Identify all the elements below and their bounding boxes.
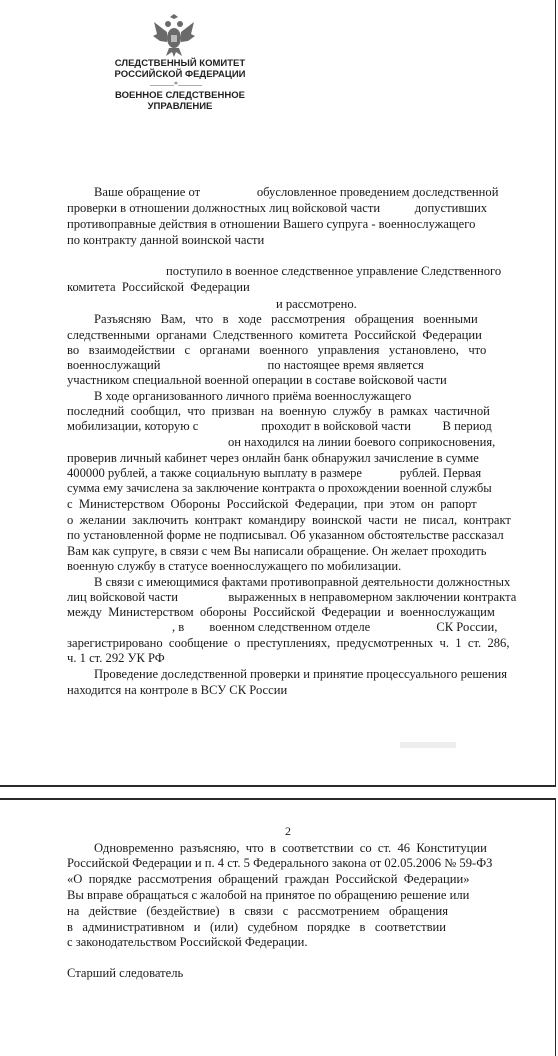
dept-line-1: ВОЕННОЕ СЛЕДСТВЕННОЕ [115, 90, 245, 101]
body-line: по установленной форме не подписывал. Об указанном обстоятельстве рассказал [67, 528, 504, 542]
body-line: находится на контроле в ВСУ СК России [67, 683, 288, 697]
body-line: В ходе организованного личного приёма военнослужащего [94, 389, 412, 403]
body-line: по контракту данной воинской части [67, 233, 265, 247]
body-line: между Министерством обороны Российской Федерации и военнослужащим [67, 605, 495, 619]
body-line: с законодательством Российской Федерации. [67, 935, 308, 949]
body-line: в административном и (или) судебном порядке в соответствии [67, 920, 447, 934]
body-line: сумма ему зачислена за заключение контракта о прохождении военной службы [67, 481, 492, 495]
org-line-2: РОССИЙСКОЙ ФЕДЕРАЦИИ [114, 69, 246, 80]
signature-title: Старший следователь [67, 966, 184, 980]
body-line: зарегистрировано сообщение о преступлениях, предусмотренных ч. 1 ст. 286, [67, 636, 510, 650]
body-line: мобилизации, которую с проходит в войсковой части В период [67, 419, 492, 433]
body-line: проверив личный кабинет через онлайн банк обнаружил зачисление в сумме [67, 451, 479, 465]
body-line: военнослужащий по настоящее время является [67, 358, 424, 372]
body-line: Вам как супруге, в связи с чем Вы написали обращение. Он желает проходить [67, 544, 487, 558]
body-line: он находился на линии боевого соприкосновения, [228, 435, 496, 449]
body-line: , в военном следственном отделе СК России, [172, 620, 498, 634]
body-line: участником специальной военной операции в составе войсковой части [67, 373, 447, 387]
body-line: ч. 1 ст. 292 УК РФ [67, 651, 165, 665]
body-line: Российской Федерации и п. 4 ст. 5 Федерального закона от 02.05.2006 № 59-ФЗ [67, 856, 493, 870]
body-line: В связи с имеющимися фактами противоправной деятельности должностных [94, 575, 511, 589]
body-line: комитета Российской Федерации [67, 280, 250, 294]
body-line: следственными органами Следственного комитета Российской Федерации [67, 328, 482, 342]
org-line-1: СЛЕДСТВЕННЫЙ КОМИТЕТ [114, 58, 246, 69]
body-line: Проведение доследственной проверки и принятие процессуального решения [94, 667, 508, 681]
body-line: военную службу в статусе военнослужащего по мобилизации. [67, 559, 402, 573]
body-line: о желании заключить контракт командиру воинской части не писал, контракт [67, 513, 511, 527]
body-line: Вы вправе обращаться с жалобой на принятое по обращению решение или [67, 888, 470, 902]
body-line: и рассмотрено. [276, 297, 357, 311]
header-separator: ———*——— [150, 80, 202, 89]
page-number: 2 [285, 824, 291, 838]
dept-line-2: УПРАВЛЕНИЕ [147, 101, 213, 112]
body-line: с Министерством Обороны Российской Федерации, при этом он рапорт [67, 497, 477, 511]
body-line: «О порядке рассмотрения обращений граждан Российской Федерации» [67, 872, 470, 886]
body-line: проверки в отношении должностных лиц войсковой части допустивших [67, 201, 487, 215]
body-line: последний сообщил, что призван на военную службу в рамках частичной [67, 404, 490, 418]
body-line: поступило в военное следственное управление Следственного [166, 264, 502, 278]
body-line: лиц войсковой части выраженных в неправомерном заключении контракта [67, 590, 517, 604]
body-line: Одновременно разъясняю, что в соответствии со ст. 46 Конституции [94, 841, 487, 855]
body-line: противоправные действия в отношении Вашего супруга - военнослужащего [67, 217, 476, 231]
body-line: Разъясняю Вам, что в ходе рассмотрения обращения военными [94, 312, 478, 326]
body-line: Ваше обращение от обусловленное проведением доследственной [94, 185, 499, 199]
body-line: на действие (бездействие) в связи с рассмотрением обращения [67, 904, 449, 918]
body-line: 400000 рублей, а также социальную выплату в размере рублей. Первая [67, 466, 482, 480]
body-line: во взаимодействии с органами военного управления установлено, что [67, 343, 487, 357]
